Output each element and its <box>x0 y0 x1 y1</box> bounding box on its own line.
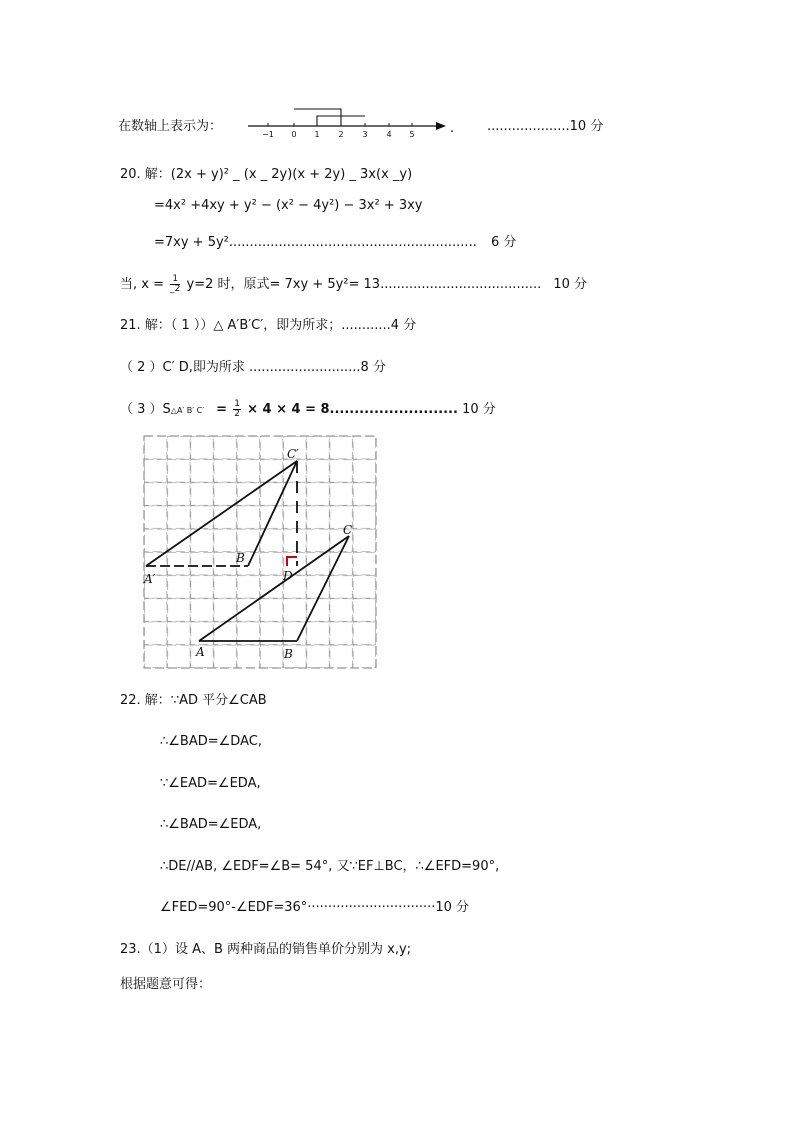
q20-line3 <box>154 234 516 252</box>
tick-label: 0 <box>291 130 297 139</box>
q21-line3-sub: △A′ B′ C′ <box>170 406 205 415</box>
q19-dot: . <box>450 121 455 136</box>
q20-fraction: $\frac{1}{\_2}$ <box>170 274 181 294</box>
number-line-solution-marks <box>294 109 365 126</box>
q21-line2: （ 2 ）C′ D,即为所求 ...........................8 分 <box>120 360 386 375</box>
label-c-prime: C′ <box>287 447 299 461</box>
q22-line3: ∵∠EAD=∠EDA, <box>160 776 261 791</box>
q21-line3-eq: = <box>216 402 228 417</box>
q21-line3-score: 10 分 <box>462 402 496 417</box>
q19-label: 在数轴上表示为： <box>118 119 223 134</box>
q22-line2: ∴∠BAD=∠DAC, <box>160 734 262 749</box>
q19-score: ....................10 分 <box>487 119 604 134</box>
q21-fraction: $\frac{1}{2}$ <box>234 399 240 419</box>
number-line-arrow-icon <box>436 122 446 130</box>
label-a-prime: A′ <box>144 572 156 586</box>
q20-line4-score: 10 分 <box>553 277 588 292</box>
tick-label: 4 <box>386 130 392 139</box>
q23-line2: 根据题意可得： <box>120 977 212 992</box>
label-c: C <box>343 523 353 537</box>
label-a: A <box>196 645 205 659</box>
q22-line1: 22. 解：∵AD 平分∠CAB <box>120 693 267 708</box>
q20-line3-expr: =7xy + 5y² <box>154 235 229 250</box>
tick-label: −1 <box>262 130 274 139</box>
q20-line2: =4x² +4xy + y² − (x² − 4y²) − 3x² + 3xy <box>154 198 423 213</box>
q20-line4 <box>120 275 587 294</box>
q21-line3-prefix: （ 3 ）S <box>120 402 171 417</box>
label-b: B <box>284 647 293 661</box>
tick-label: 3 <box>362 130 368 139</box>
q21-line3 <box>120 400 496 420</box>
tick-label: 2 <box>338 130 344 139</box>
q21-line1: 21. 解：（ 1 ））△ A′B′C′，即为所求；............4 分 <box>120 318 417 333</box>
tick-label: 1 <box>314 130 320 139</box>
q21-line3-expr: × 4 × 4 = 8.......................... <box>247 402 458 417</box>
number-line-figure <box>240 104 450 144</box>
q20-line3-score: 6 分 <box>490 235 517 250</box>
q21-grid-figure <box>144 436 380 672</box>
q22-line5: ∴DE//AB, ∠EDF=∠B= 54°, 又∵EF⊥BC，∴∠EFD=90°, <box>160 859 500 874</box>
tick-label: 5 <box>409 130 415 139</box>
q22-line6: ∠FED=90°-∠EDF=36°·······························10 分 <box>160 900 470 915</box>
q22-line4: ∴∠BAD=∠EDA, <box>160 817 262 832</box>
q20-line4-prefix: 当, x = <box>120 277 164 292</box>
q23-line1: 23.（1）设 A、B 两种商品的销售单价分别为 x,y; <box>120 942 412 957</box>
q20-line4-suffix: y=2 时，原式= 7xy + 5y²= 13....................................... <box>186 277 542 292</box>
q20-line3-dots: ............................................................ <box>228 235 477 250</box>
q20-line1: 20. 解：(2x + y)² _ (x _ 2y)(x + 2y) _ 3x(x _y) <box>120 167 413 182</box>
label-d: D <box>283 569 293 583</box>
label-b-prime: B <box>236 551 245 565</box>
